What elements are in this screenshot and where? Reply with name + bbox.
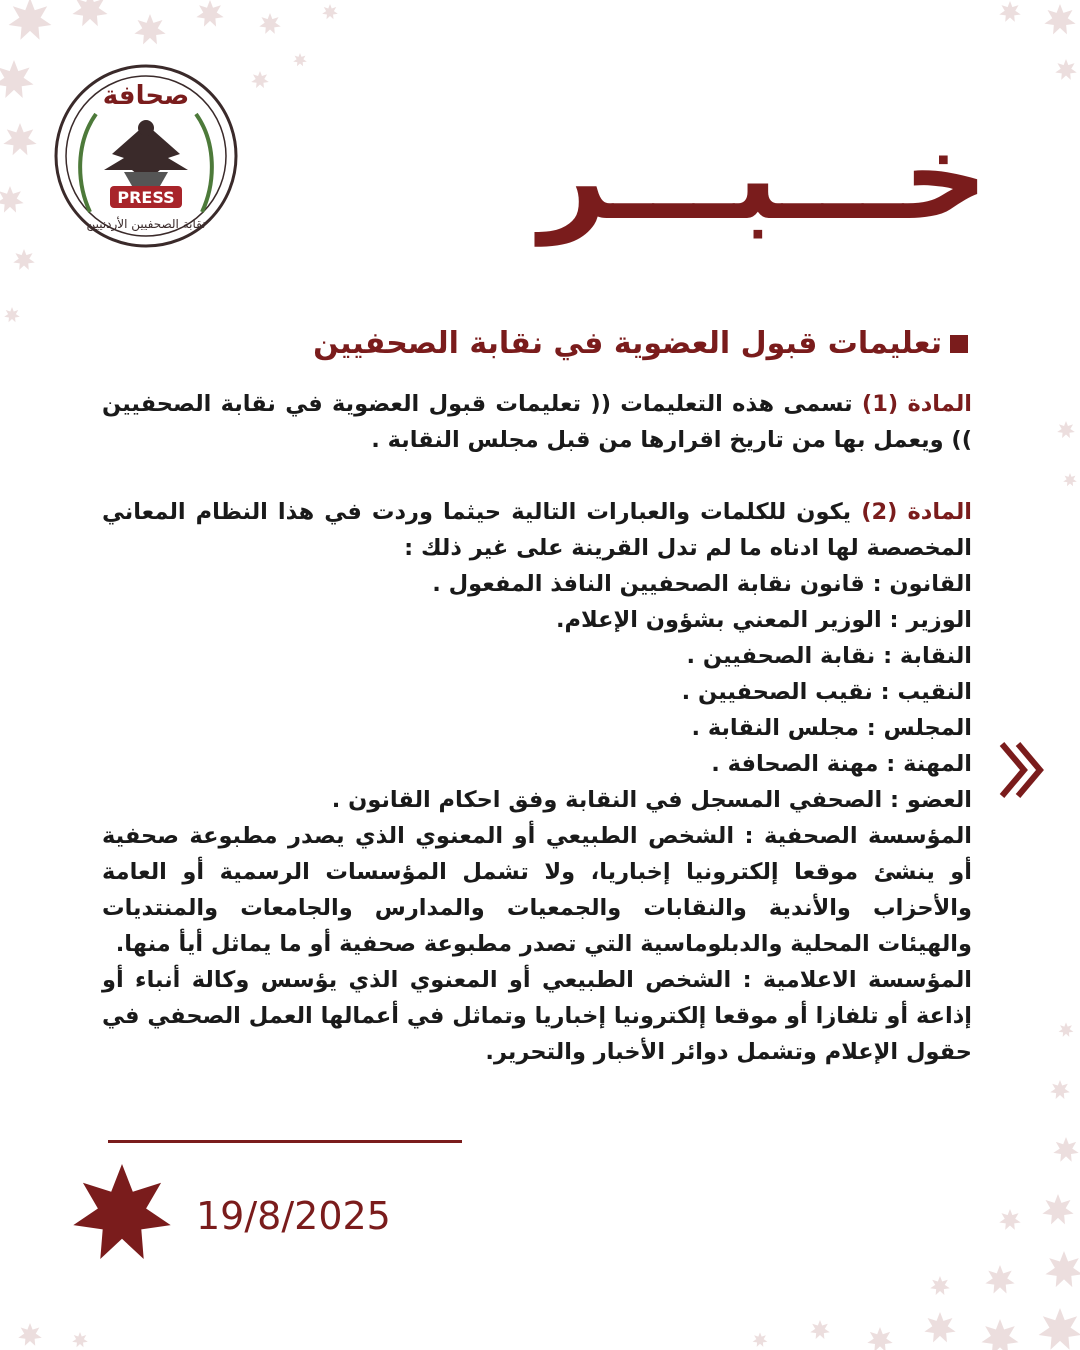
definition-item: القانون : قانون نقابة الصحفيين النافذ المفعول . [432, 571, 972, 597]
definition-item: المجلس : مجلس النقابة . [691, 715, 972, 741]
headline: خـــبـــر [539, 108, 988, 246]
definition-item: النقيب : نقيب الصحفيين . [681, 679, 972, 705]
section-title [313, 326, 968, 361]
article-2 [102, 494, 972, 566]
article-body [102, 386, 972, 1070]
article-text: تسمى هذه التعليمات (( تعليمات قبول العضوية في نقابة الصحفيين )) ويعمل بها من تاريخ اقرارها من قبل مجلس النقابة . [102, 391, 972, 453]
press-syndicate-logo [52, 62, 240, 250]
definition-item: الوزير : الوزير المعني بشؤون الإعلام. [556, 607, 972, 633]
logo-top-text: صحافة [102, 81, 190, 111]
double-chevron-right-icon[interactable] [998, 738, 1048, 802]
definition-item: العضو : الصحفي المسجل في النقابة وفق احكام القانون . [331, 787, 972, 813]
article-label: المادة (2) [861, 499, 973, 525]
definition-item: المهنة : مهنة الصحافة . [711, 751, 972, 777]
article-label: المادة (1) [861, 391, 972, 417]
publish-date: 19/8/2025 [196, 1194, 391, 1238]
definition-item: المؤسسة الصحفية : الشخص الطبيعي أو المعنوي الذي يصدر مطبوعة صحفية أو ينشئ موقعا إلكترونيا إخباريا، ولا تشمل المؤسسات الرسمية أو العامة والأحزاب والأندية والنقابات والجمعيات والمدارس والجامعات والمنتديات والهيئات المحلية والدبلوماسية التي تصدر مطبوعة صحفية أو ما يماثل أيأ منها. [102, 823, 972, 957]
definition-item: النقابة : نقابة الصحفيين . [686, 643, 972, 669]
title-square-icon [950, 335, 968, 353]
section-title-text: تعليمات قبول العضوية في نقابة الصحفيين [313, 326, 942, 361]
jordan-star-icon [72, 1164, 172, 1264]
article-1 [102, 386, 972, 458]
article-text: يكون للكلمات والعبارات التالية حيثما وردت في هذا النظام المعاني المخصصة لها ادناه ما لم تدل القرينة على غير ذلك : [102, 499, 972, 561]
divider [108, 1140, 462, 1143]
logo-badge-text: PRESS [117, 188, 175, 207]
logo-ring-text: نقابة الصحفيين الأردنيين [86, 217, 206, 231]
definition-item: المؤسسة الاعلامية : الشخص الطبيعي أو المعنوي الذي يؤسس وكالة أنباء أو إذاعة أو تلفازا أو موقعا إلكترونيا إخباريا وتماثل في أعمالها العمل الصحفي في حقول الإعلام وتشمل دوائر الأخبار والتحرير. [102, 967, 972, 1065]
